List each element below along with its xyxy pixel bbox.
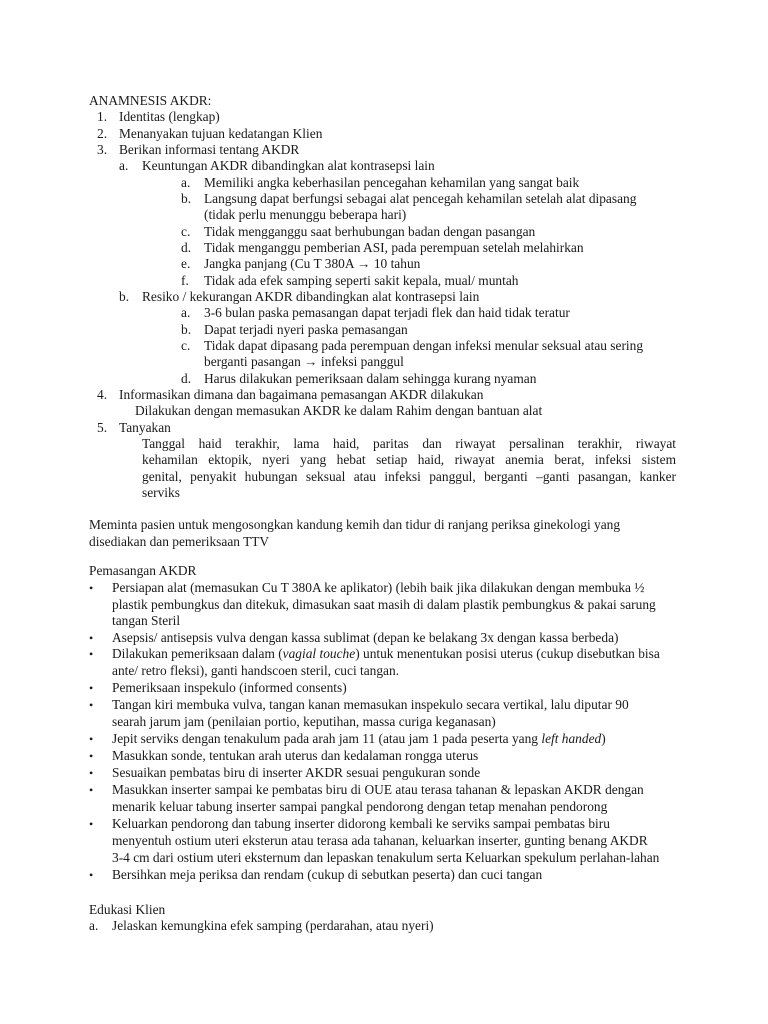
list-marker: 3. xyxy=(97,142,108,157)
bullet-icon: • xyxy=(89,749,94,763)
tanyakan-line: kehamilan ektopik, nyeri yang hebat setiap haid, riwayat anemia berat, infeksi sistem xyxy=(142,452,676,467)
list-item: Tidak dapat dipasang pada perempuan dengan infeksi menular seksual atau sering xyxy=(204,338,644,353)
bullet-item: Bersihkan meja periksa dan rendam (cukup di sebutkan peserta) dan cuci tangan xyxy=(112,867,543,882)
list-item-continuation: berganti pasangan → infeksi panggul xyxy=(204,354,404,369)
bullet-icon: • xyxy=(89,698,94,712)
emphasis-text: left handed xyxy=(541,731,602,746)
list-item: 3-6 bulan paska pemasangan dapat terjadi flek dan haid tidak teratur xyxy=(204,305,570,320)
bullet-item-continuation: 3-4 cm dari ostium uteri eksternum dan lepaskan tenakulum serta Keluarkan spekulum perlahan-lahan xyxy=(112,850,660,865)
paragraph-line: disediakan dan pemeriksaan TTV xyxy=(89,534,270,549)
bullet-item xyxy=(112,646,660,662)
list-item: Berikan informasi tentang AKDR xyxy=(119,142,300,157)
list-marker: a. xyxy=(89,918,99,933)
bullet-item-continuation: plastik pembungkus dan ditekuk, dimasukan saat masih di dalam plastik pembungkus & pakai sarung xyxy=(112,597,656,612)
bullet-icon: • xyxy=(89,817,94,831)
list-marker: d. xyxy=(181,371,192,386)
list-marker: a. xyxy=(181,305,191,320)
list-item: Jangka panjang (Cu T 380A → 10 tahun xyxy=(204,256,421,271)
bullet-item: Asepsis/ antisepsis vulva dengan kassa sublimat (depan ke belakang 3x dengan kassa berbeda) xyxy=(112,630,619,645)
bullet-item xyxy=(112,731,606,747)
list-marker: 1. xyxy=(97,109,108,124)
bullet-item-continuation: menyentuh ostium uteri eksterun atau terasa ada tahanan, keluarkan inserter, gunting benang AKDR xyxy=(112,833,648,848)
list-item-continuation: (tidak perlu menunggu beberapa hari) xyxy=(204,207,407,222)
list-marker: 4. xyxy=(97,387,108,402)
bullet-icon: • xyxy=(89,681,94,695)
list-marker: c. xyxy=(181,224,191,239)
list-marker: 5. xyxy=(97,420,108,435)
list-item: Tidak mengganggu saat berhubungan badan dengan pasangan xyxy=(204,224,536,239)
list-marker: b. xyxy=(119,289,130,304)
bullet-icon: • xyxy=(89,783,94,797)
tanyakan-line: Tanggal haid terakhir, lama haid, paritas dan riwayat persalinan terakhir, riwayat xyxy=(142,436,676,451)
bullet-icon: • xyxy=(89,732,94,746)
list-item: Dapat terjadi nyeri paska pemasangan xyxy=(204,322,408,337)
list-item: Identitas (lengkap) xyxy=(119,109,220,124)
bullet-icon: • xyxy=(89,631,94,645)
bullet-text: ) untuk menentukan posisi uterus (cukup disebutkan bisa xyxy=(355,646,660,661)
bullet-item: Pemeriksaan inspekulo (informed consents) xyxy=(112,680,347,695)
list-item-continuation: Dilakukan dengan memasukan AKDR ke dalam Rahim dengan bantuan alat xyxy=(135,403,543,418)
bullet-item-continuation: tangan Steril xyxy=(112,613,181,628)
bullet-item: Masukkan inserter sampai ke pembatas biru di OUE atau terasa tahanan & lepaskan AKDR dengan xyxy=(112,782,644,797)
section-heading: Edukasi Klien xyxy=(89,902,166,917)
list-item: Keuntungan AKDR dibandingkan alat kontrasepsi lain xyxy=(142,158,435,173)
list-marker: e. xyxy=(181,256,191,271)
list-marker: f. xyxy=(181,273,189,288)
bullet-item: Persiapan alat (memasukan Cu T 380A ke aplikator) (lebih baik jika dilakukan dengan membuka ½ xyxy=(112,580,645,595)
bullet-item: Sesuaikan pembatas biru di inserter AKDR sesuai pengukuran sonde xyxy=(112,765,481,780)
bullet-item: Masukkan sonde, tentukan arah uterus dan kedalaman rongga uterus xyxy=(112,748,479,763)
list-marker: b. xyxy=(181,322,192,337)
bullet-icon: • xyxy=(89,766,94,780)
bullet-icon: • xyxy=(89,581,94,595)
list-marker: d. xyxy=(181,240,192,255)
emphasis-text: vagial touche xyxy=(282,646,356,661)
list-item: Tanyakan xyxy=(119,420,171,435)
list-item: Langsung dapat berfungsi sebagai alat pencegah kehamilan setelah alat dipasang xyxy=(204,191,637,206)
bullet-text: Dilakukan pemeriksaan dalam ( xyxy=(112,646,283,661)
list-marker: a. xyxy=(181,175,191,190)
bullet-icon: • xyxy=(89,868,94,882)
list-item: Resiko / kekurangan AKDR dibandingkan alat kontrasepsi lain xyxy=(142,289,480,304)
bullet-item-continuation: searah jarum jam (penilaian portio, keputihan, massa curiga keganasan) xyxy=(112,714,496,729)
paragraph-line: Meminta pasien untuk mengosongkan kandung kemih dan tidur di ranjang periksa ginekologi yang xyxy=(89,517,621,532)
bullet-item: Keluarkan pendorong dan tabung inserter didorong kembali ke serviks sampai pembatas biru xyxy=(112,816,610,831)
list-marker: a. xyxy=(119,158,129,173)
document-title: ANAMNESIS AKDR: xyxy=(89,93,212,108)
bullet-text: ) xyxy=(601,731,606,746)
tanyakan-line: genital, penyakit hubungan seksual atau infeksi panggul, berganti –ganti pasangan, kanker xyxy=(142,469,676,484)
list-item: Jelaskan kemungkina efek samping (perdarahan, atau nyeri) xyxy=(112,918,434,933)
list-item: Tidak menganggu pemberian ASI, pada perempuan setelah melahirkan xyxy=(204,240,584,255)
section-heading: Pemasangan AKDR xyxy=(89,563,197,578)
bullet-icon: • xyxy=(89,647,94,661)
bullet-item: Tangan kiri membuka vulva, tangan kanan memasukan inspekulo secara vertikal, lalu diputar 90 xyxy=(112,697,629,712)
bullet-text: Jepit serviks dengan tenakulum pada arah jam 11 (atau jam 1 pada peserta yang xyxy=(112,731,542,746)
bullet-item-continuation: ante/ retro fleksi), ganti handscoen steril, cuci tangan. xyxy=(112,663,400,678)
list-marker: b. xyxy=(181,191,192,206)
list-marker: c. xyxy=(181,338,191,353)
list-item: Harus dilakukan pemeriksaan dalam sehingga kurang nyaman xyxy=(204,371,537,386)
list-item: Menanyakan tujuan kedatangan Klien xyxy=(119,126,323,141)
bullet-item-continuation: menarik keluar tabung inserter sampai pangkal pendorong dengan tetap menahan pendorong xyxy=(112,799,608,814)
list-item: Informasikan dimana dan bagaimana pemasangan AKDR dilakukan xyxy=(119,387,484,402)
list-marker: 2. xyxy=(97,126,108,141)
list-item: Tidak ada efek samping seperti sakit kepala, mual/ muntah xyxy=(204,273,519,288)
tanyakan-line: serviks xyxy=(142,485,180,500)
list-item: Memiliki angka keberhasilan pencegahan kehamilan yang sangat baik xyxy=(204,175,580,190)
